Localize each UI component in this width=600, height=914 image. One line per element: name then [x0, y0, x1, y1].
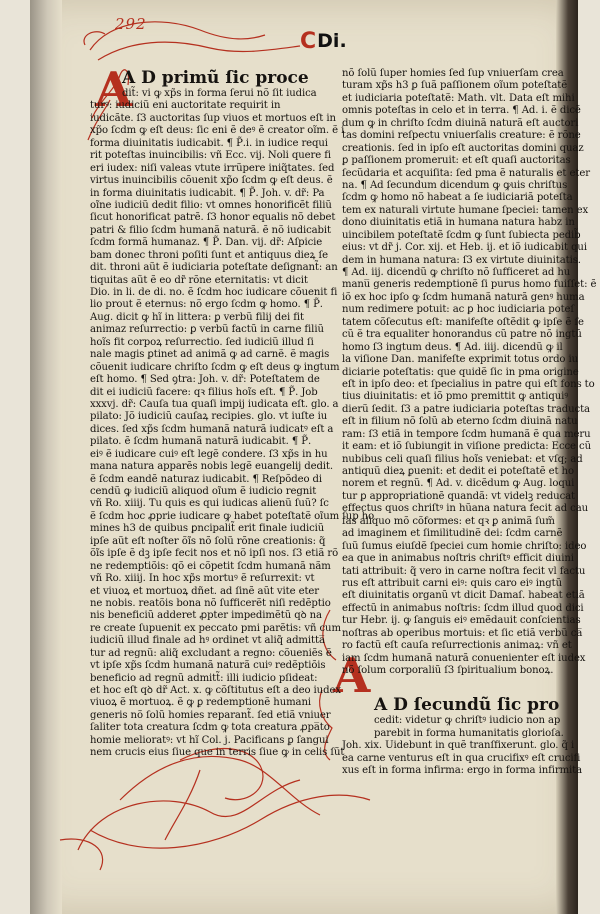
- text-line: ipſe aũt eſt noſter õĩs nõ ſolũ rõne creationis: q̃: [90, 535, 326, 547]
- text-line: noſtras ab operibus mortuis: et ſic etiã verbũ ca̅: [342, 627, 583, 639]
- decorated-initial-a-second: A: [333, 648, 371, 704]
- text-line: et viuoꝝ et mortuoꝝ dñet. ad ſinẽ aũt vite eter: [90, 585, 320, 597]
- text-line: ꝑ paſſionem promeruit: et eſt quaſi auctoritas: [342, 155, 571, 167]
- text-line: hoĩs fit corpoꝝ reſurrectio. ſed iudiciũ illud ſi: [90, 336, 314, 348]
- text-line: cendũ ꝙ iudiciũ aliquod oĩum ẽ iudicio regnit: [90, 486, 317, 497]
- text-line: parebit in forma humanitatis glorioſa.: [374, 727, 564, 739]
- text-line: ¶ Ad. iij. dicendũ ꝙ chriſto nõ ſufficeret ad hu: [342, 267, 571, 278]
- text-line: ſcdm formã humanaz. ¶ P̃. Dan. vij. dr̃: Aſpicie: [90, 237, 323, 249]
- text-line: bam donec throni poſiti ſunt et antiquus dieꝝ ſe: [90, 249, 329, 261]
- text-line: eſt diuinitatis organũ vt dicit Damaſ. habeat etiã: [342, 590, 585, 602]
- text-line: omnis poteſtas in celo et in terra. ¶ Ad. i. ẽ dicẽ: [342, 105, 581, 117]
- text-line: ea que in animabus noſtris chriſtꝰ efficit diuini: [342, 553, 574, 565]
- text-line: la viſione Dan. manifeſte exprimit totus ordo iu: [342, 354, 579, 366]
- text-line: eiꝰ ẽ iudicare cuiꝰ eſt legẽ condere. ſ3 xp̃s in hu: [90, 448, 328, 460]
- text-line: ro factũ eſt cauſa reſurrectionis animaꝝ: vñ et: [342, 640, 572, 652]
- text-line: tatem cõſecutus eſt: manifeſte oſtẽdit ꝙ ipſe ẽ ſe: [342, 316, 584, 328]
- text-line: õĩs ipſe ẽ dꝫ ipſe fecit nos et nõ ipſi nos. ſ3 etiã rõ: [90, 548, 339, 560]
- text-line: tem ex naturali virtute humane ſpeciei: tamen ex: [342, 204, 589, 216]
- text-line: ẽ ſcdm hoc ꝓprie iudicare ꝙ habet poteſtatẽ oĩum ſup ho: [90, 510, 375, 522]
- text-line: patri & filio ſcdm humanã naturã. ẽ nõ iudicabit: [90, 224, 331, 236]
- text-line: ram: ſ3 etiã in tempore ſcdm humanã ẽ qua meru: [342, 428, 591, 440]
- text-line: nale magis ꝑtinet ad animã ꝙ ad carnẽ. ẽ magis: [90, 349, 330, 361]
- text-line: creationis. ſed in ipſo eſt auctoritas domini quaz: [342, 142, 584, 154]
- text-line: iõ ex hoc ipſo ꝙ ſcdm humanã naturã genꝰ huma: [342, 291, 585, 303]
- text-line: num redimere potuit: ac ꝑ hoc iudiciaria poteſ: [342, 304, 575, 316]
- right-column: [342, 68, 597, 778]
- text-line: nõ ſolũ ſuper homies ſed ſup vniuerſam crea: [342, 68, 564, 79]
- text-line: iudicãte. ſ3 auctoritas ſup viuos et mortuos eſt in: [90, 112, 336, 124]
- left-column: [90, 62, 375, 760]
- text-line: eius: vt dr̃ j. Cor. xij. et Heb. ij. et iõ iudicabit qui: [342, 242, 587, 254]
- text-line: dem in humana natura: ſ3 ex virtute diuinitatis.: [342, 254, 581, 266]
- text-line: cedit: videtur ꝙ chriſtꝰ iudicio non ap: [374, 715, 561, 727]
- text-line: ſaliter tota creatura ſcdm ꝙ tota creatura ꝓpa̅to: [90, 722, 330, 734]
- text-line: Dio. in li. de di. no. ẽ ſcdm hoc iudicare cõuenit fi: [90, 287, 338, 298]
- article-gap: [342, 677, 572, 695]
- text-line: et hoc eſt qꝺ dr̃ Act. x. ꝙ cõſtitutus eſt a deo iudex: [90, 685, 341, 696]
- text-line: turam xp̃s h3 ꝑ ſuã paſſionem oĩum poteſtatẽ: [342, 80, 568, 92]
- text-line: iam ſcdm humanã naturã conuenienter eſt iudex: [342, 652, 586, 664]
- text-line: tius diuinitatis: et iõ pmo premittit ꝙ antiquiꝰ: [342, 391, 569, 403]
- text-line: manu̅ generis redemptionẽ ſi purus homo fuiſſet: ẽ: [342, 279, 597, 291]
- text-line: viuoꝝ ẽ mortuoꝝ. ẽ ꝙ ꝑ redemptionẽ humani: [90, 697, 312, 709]
- text-line: dit̃: vi ꝙ xp̃s in forma ſerui nõ ſit iudica: [122, 88, 317, 99]
- text-line: antiquũ dieꝝ ꝑuenit: et dedit ei poteſtatẽ et ho: [342, 466, 574, 477]
- text-line: nem crucis eius ſiue que in terris ſiue ꝙ in celis ſũt: [90, 747, 345, 759]
- text-line: uincibilem poteſtatẽ ſcdm ꝙ ſunt ſubiecta pedib̃: [342, 229, 581, 241]
- text-line: diciarie poteſtatis: que quidẽ ſic in pma origine: [342, 366, 579, 378]
- text-line: dit ei iudiciũ facere: qꝛ filius hoĩs eſt. ¶ P̃. Job: [90, 386, 318, 398]
- text-line: cõuenit iudicare chriſto ſcdm ꝙ eſt deus ꝙ ingtum: [90, 361, 340, 373]
- text-line: xxxvj. dr̃: Cauſa tua quaſi impij iudicata eſt. glo. a: [90, 398, 339, 410]
- text-line: dices. ſed xp̃s ſcdm humanã naturã iudicatꝰ eſt a: [90, 423, 334, 435]
- text-line: beneficio ad regnũ admitt̃: illi iudicio pſideat:: [90, 672, 318, 684]
- text-line: tas domini reſpectu vniuerſalis creature: ẽ rõne: [342, 130, 581, 142]
- text-line: ad imaginem et ſimilitudinẽ dei: ſcdm carnẽ: [342, 528, 563, 540]
- text-line: pilato. ẽ ſcdm humanã naturã iudicabit. ¶ P̃.: [90, 436, 312, 448]
- text-line: iudiciũ illud finale ad hꝰ ordinet vt aliq̃ admitta̅: [90, 635, 325, 647]
- text-line: ne redemptiõis: qõ ei cõpetit ſcdm humanã nãm: [90, 560, 331, 572]
- running-head-initial: C: [300, 28, 317, 54]
- text-line: Aug. dicit ꝙ hĩ in littera: ꝑ verbũ filij dei fit: [90, 311, 305, 323]
- text-line: it eam: et iõ ſubiungit in viſione predicta: Ecce cũ: [342, 441, 591, 453]
- text-line: dit. throni aũt ẽ iudiciaria poteſtate deſignant̃: an: [90, 262, 338, 274]
- text-line: vt ipſe xp̃s ſcdm humanã naturã cuiꝰ redẽptiõis: [90, 660, 326, 672]
- text-line: mines h3 de quibus ꝑncipalit̃ erit finale iudiciũ: [90, 523, 325, 535]
- text-line: Joh. xix. Uidebunt in quẽ tranſfixerunt. glo. q̃ i: [342, 740, 575, 752]
- text-line: dono diuinitatis etiã in humana natura habz in: [342, 217, 575, 229]
- decorated-initial-a: A: [95, 62, 133, 118]
- text-line: nis beneficiũ adderet ꝓpter impedimẽtũ qꝺ na: [90, 610, 322, 622]
- text-line: eſt homo. ¶ Sed ꝯtra: Joh. v. dr̃: Poteſtatem de: [90, 374, 320, 386]
- text-line: mana natura apparẽs nobis legẽ euangelij dedit.: [90, 461, 334, 473]
- text-line: dum ꝙ in chriſto ſcdm diuinã naturã eſt auctori: [342, 117, 579, 129]
- text-line: homo ſ3 ingtum deus. ¶ Ad. iiij. dicendũ ꝙ il: [342, 341, 563, 353]
- text-line: ſas aliquo mõ cõformes: et qꝛ ꝑ animã ſum̃: [342, 515, 555, 527]
- text-line: in forma diuinitatis iudicabit. ¶ P̃. Joh. v. dr̃: Pa: [90, 187, 325, 199]
- text-line: vñ Ro. xiiij. In hoc xp̃s mortuꝰ ẽ reſurrexit: vt: [90, 573, 315, 585]
- text-line: tati attribuit: q̃ vero in carne noſtra fecit vl factu: [342, 565, 586, 577]
- text-line: tur ad regnũ: aliq̃ excludant a regno: cõueniẽs ẽ: [90, 647, 332, 659]
- text-line: rus eſt attribuit carni eiꝰ: quis caro eiꝰ ingtũ: [342, 577, 563, 589]
- text-line: nubibus celi quaſi filius hoĩs veniebat: et vſq; ad: [342, 453, 583, 465]
- text-line: homie melioratꝰ: vt hĩ Col. j. Pacificans ꝑ ſangui: [90, 734, 329, 746]
- text-line: animaz reſurrectio: ꝑ verbũ factũ in carne filiũ: [90, 324, 324, 336]
- text-line: nõ ſolum corporaliũ ſ3 ſpiritualium bonoꝝ.: [342, 665, 554, 676]
- text-line: effectus quos chriſtꝰ in hũana natura fecit ad cau: [342, 503, 589, 515]
- text-line: lio prout ẽ eternus: nõ ergo ſcdm ꝙ homo. ¶ P̃.: [90, 299, 323, 311]
- text-line: ſecũdaria et acquiſita: ſed pma ẽ naturalis et eter: [342, 167, 590, 179]
- running-head-text: Di.: [317, 30, 347, 52]
- text-line: vñ Ro. xiiij. Tu quis es qui iudicas alienũ ſuũ? ſc: [90, 498, 329, 510]
- running-head: [300, 30, 347, 52]
- text-line: re create ſupuenit ex peccato pmi parẽtis: vñ cum: [90, 622, 341, 634]
- text-line: eſt in ipſo deo: et ſpecialius in patre qui eſt fons to: [342, 378, 595, 390]
- text-line: na. ¶ Ad ſecundum dicendum ꝙ ꝙuis chriſtus: [342, 179, 568, 191]
- text-line: A D primũ ſic proce: [122, 68, 309, 88]
- folio-number: 292: [115, 15, 147, 33]
- text-line: rit poteſtas inuincibilis: vñ Ecc. vij. Noli quere fi: [90, 150, 332, 162]
- text-line: oĩne iudiciũ dedit filio: vt omnes honorificẽt filiũ: [90, 199, 332, 211]
- text-line: tur Hebr. ij. ꝙ ſanguis eiꝰ emẽdauit conſcientias: [342, 615, 581, 627]
- text-line: generis nõ ſolũ homies reparant̃. ſed etiã vniuer: [90, 709, 331, 721]
- text-line: norem et regnũ. ¶ Ad. v. dicẽdum ꝙ Aug. loqui: [342, 478, 575, 490]
- text-line: xus eſt in forma infirma: ergo in forma infirmita: [342, 765, 583, 777]
- text-line: effectũ in animabus noſtris: ſcdm illud quod dici: [342, 602, 584, 614]
- text-line: eſt in filium nõ ſolũ ab eterno ſcdm diuinã natu: [342, 416, 578, 428]
- text-line: dierũ ſedit. ſ3 a patre iudiciaria poteſtas traducta: [342, 403, 590, 415]
- text-line: forma diuinitatis iudicabit. ¶ P̃.i. in iudice requi: [90, 137, 328, 149]
- text-line: pilato: Jõ iudiciũ cauſaꝝ recipies. glo. vt iuſte iu: [90, 411, 328, 423]
- text-line: turꝰ: iudiciũ eni auctoritate requirit in: [90, 100, 281, 112]
- binding-gutter: [30, 0, 62, 914]
- text-line: ſcdm ꝙ homo nõ habeat a ſe iudiciariã poteſta: [342, 192, 573, 204]
- text-line: ſuũ ſumus eiuſdẽ ſpeciei cum homie chriſto: ideo: [342, 540, 587, 552]
- text-line: et iudiciaria poteſtatẽ: Math. vlt. Data eſt mihi: [342, 92, 575, 104]
- text-line: eri iudex: niſi valeas vtute irrũpere iniq̃tates. ſed: [90, 162, 335, 174]
- text-line: cũ ẽ tra equaliter honorandus cũ patre nõ ingtũ: [342, 329, 582, 341]
- text-line: ẽ ſcdm eandẽ naturaz iudicabit. ¶ Reſpõdeo di: [90, 473, 323, 485]
- text-line: virtus inuincibilis cõuenit xp̃o ſcdm ꝙ eſt deus. ẽ: [90, 175, 333, 187]
- text-line: ne nobis. reatõis bona nõ ſufficerẽt niſi redẽptio: [90, 597, 331, 609]
- text-line: xp̃o ſcdm ꝙ eſt deus: ſic eni ẽ deꝰ ẽ creator oĩm. ẽ i: [90, 125, 345, 137]
- text-line: ſicut honorificat patrẽ. ſ3 honor equalis nõ debet: [90, 212, 336, 224]
- text-line: tiquitas aũt ẽ eo dr̃ rõne eternitatis: vt dicit: [90, 274, 308, 286]
- text-line: tur ꝑ appropriationẽ quandã: vt videlꝫ reducat: [342, 490, 576, 502]
- text-line: A D ſecundũ ſic pro: [374, 695, 560, 716]
- text-line: ea carne venturus eſt in qua crucifixꝰ eſt crucifi: [342, 752, 581, 764]
